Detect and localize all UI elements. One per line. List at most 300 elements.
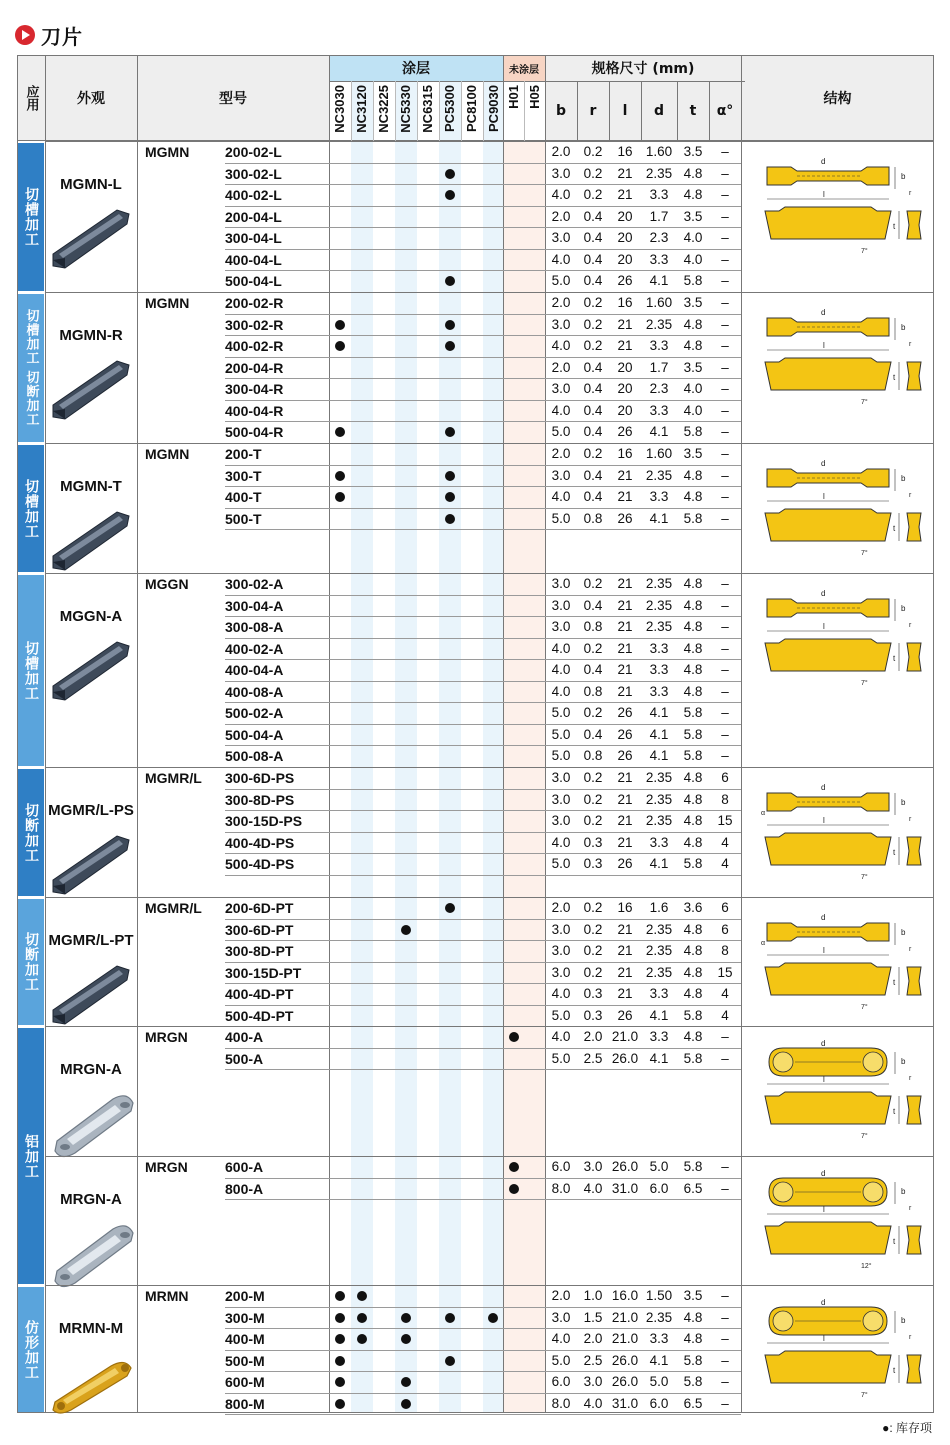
row-line [225, 745, 741, 746]
series-code: MGMN [145, 295, 190, 311]
dim-value: 0.4 [583, 726, 603, 742]
insert-tip-round [773, 1052, 793, 1072]
dim-value: 3.3 [649, 489, 669, 504]
dim-value: 4 [721, 1007, 729, 1023]
dim-value: 3.0 [583, 1374, 603, 1389]
series-code: MGGN [145, 576, 189, 592]
dim-value: – [721, 251, 729, 267]
coating-band [439, 55, 461, 1413]
insert-highlight [59, 970, 123, 1014]
label-alpha: α [761, 810, 766, 817]
dim-divider [709, 81, 710, 141]
dim-value: 1.5 [583, 1309, 603, 1325]
series-code: MRMN [145, 1288, 189, 1304]
dim-col-l: l [622, 103, 628, 119]
label-b: b [901, 928, 906, 937]
label-d: d [821, 1170, 826, 1178]
insert-highlight [59, 516, 123, 560]
label-l: l [823, 1205, 825, 1214]
row-line [225, 940, 741, 941]
dim-value: 5.0 [551, 748, 571, 763]
dim-value: 1.50 [645, 1288, 673, 1303]
row-line [225, 529, 741, 530]
series-code: MRGN [145, 1159, 188, 1175]
dim-value: 0.2 [583, 187, 603, 202]
dim-value: 5.0 [551, 510, 571, 526]
dim-col-d: d [653, 103, 665, 119]
row-line [225, 1371, 741, 1372]
structure-diagram-icon [761, 155, 931, 267]
dim-value: 0.4 [583, 467, 603, 483]
label-r: r [909, 1205, 912, 1212]
dim-value: 4.0 [583, 1395, 603, 1411]
dim-value: – [721, 597, 729, 613]
row-line [225, 1414, 741, 1415]
dim-value: 8 [721, 943, 729, 958]
label-angle: 12° [861, 1263, 872, 1270]
structure-diagram-icon [761, 306, 931, 418]
label-b: b [901, 323, 906, 332]
dim-value: – [721, 338, 729, 353]
dim-value: 3.5 [683, 359, 703, 375]
label-b: b [901, 172, 906, 181]
application-label: 仿形加工 [18, 1287, 44, 1412]
dim-value: 0.2 [583, 165, 603, 181]
row-line [225, 789, 741, 790]
insert-photo-icon [45, 1340, 137, 1420]
dim-value: 4.8 [683, 1331, 703, 1346]
grade-divider [395, 81, 396, 141]
dim-value: 20 [617, 381, 633, 396]
dim-value: 4.0 [551, 834, 571, 850]
dim-value: 3.3 [649, 402, 669, 418]
insert-side-view [765, 1351, 891, 1383]
label-b: b [901, 474, 906, 483]
dim-value: 2.35 [645, 467, 673, 483]
dim-value: 0.2 [583, 964, 603, 980]
model-code: 300-02-R [225, 316, 284, 333]
model-code: 400-02-A [225, 640, 284, 657]
row-line [225, 1307, 741, 1308]
row-line [225, 681, 741, 682]
dim-value: 2.35 [645, 943, 673, 958]
dim-value: – [721, 1352, 729, 1368]
dim-value: – [721, 683, 729, 699]
dim-value: 26 [617, 510, 633, 526]
dim-value: 4.8 [683, 813, 703, 828]
grade-nc3030: NC3030 [332, 85, 347, 133]
insert-end-view [907, 211, 921, 239]
dim-value: 0.2 [583, 813, 603, 828]
stock-dot [445, 341, 455, 351]
dim-value: 2.0 [551, 1288, 571, 1303]
stock-dot [445, 427, 455, 437]
row-line [225, 595, 741, 596]
dim-value: 2.35 [645, 813, 673, 828]
application-label: 切槽加工 [18, 575, 44, 766]
dim-value: 4.8 [683, 986, 703, 1001]
dim-value: 3.0 [551, 921, 571, 937]
dim-value: 3.5 [683, 1288, 703, 1303]
dim-value: 3.6 [683, 900, 703, 915]
dim-value: – [721, 619, 729, 634]
dim-value: 6.5 [683, 1395, 703, 1411]
dim-value: 5.8 [683, 1159, 703, 1174]
model-code: 300-04-R [225, 381, 284, 397]
dim-value: 0.4 [583, 208, 603, 224]
stock-dot [401, 1334, 411, 1344]
label-t: t [893, 524, 896, 533]
dim-value: 4.0 [683, 251, 703, 267]
dim-value: 4.0 [551, 338, 571, 353]
stock-dot [445, 1356, 455, 1366]
label-t: t [893, 978, 896, 987]
dim-value: 0.2 [583, 943, 603, 958]
insert-end-view [907, 967, 921, 995]
dim-value: 3.3 [649, 1331, 669, 1346]
dim-value: 4.1 [649, 748, 669, 763]
label-t: t [893, 373, 896, 382]
dim-value: – [721, 144, 729, 159]
dim-value: 6 [721, 770, 729, 785]
dim-value: – [721, 705, 729, 720]
label-t: t [893, 222, 896, 231]
dim-value: 26.0 [611, 1050, 639, 1066]
label-d: d [821, 783, 826, 792]
row-line [225, 421, 741, 422]
dim-value: 0.4 [583, 251, 603, 267]
row-line [225, 983, 741, 984]
dim-value: 4.8 [683, 597, 703, 613]
structure-diagram-icon [761, 1040, 931, 1152]
dim-value: 16 [617, 900, 633, 915]
label-angle: 7° [861, 550, 868, 557]
col-divider [933, 55, 934, 1413]
row-line [225, 465, 741, 466]
dim-value: – [721, 273, 729, 288]
dim-value: 2.0 [551, 144, 571, 159]
dim-value: 4.8 [683, 316, 703, 332]
dim-value: 2.35 [645, 1309, 673, 1325]
dim-value: 5.8 [683, 1050, 703, 1066]
grade-nc6315: NC6315 [420, 85, 435, 133]
table-bottom [17, 1412, 934, 1413]
structure-diagram-icon [761, 911, 931, 1022]
header-app-text: 应用 [23, 85, 39, 111]
dim-value: – [721, 208, 729, 224]
insert-end-view [907, 1355, 921, 1383]
dim-value: 21.0 [611, 1309, 639, 1325]
dim-value: 2.35 [645, 576, 673, 591]
model-code: 500-4D-PT [225, 1007, 294, 1024]
grade-divider [351, 81, 352, 141]
uncoated-band [503, 141, 545, 1413]
dim-value: 3.0 [551, 230, 571, 245]
dim-value: 0.4 [583, 359, 603, 375]
dim-value: – [721, 359, 729, 375]
dim-value: 4.8 [683, 1029, 703, 1044]
dim-value: 0.4 [583, 273, 603, 288]
application-label: 切槽加工 切断加工 [18, 294, 44, 442]
dim-value: – [721, 1395, 729, 1411]
structure-diagram-icon [761, 781, 931, 893]
dim-value: 4.0 [551, 662, 571, 677]
dim-col-alpha: α° [716, 103, 734, 119]
label-angle: 7° [861, 874, 868, 881]
stock-dot [445, 276, 455, 286]
label-r: r [909, 816, 912, 823]
dim-value: 4.0 [551, 251, 571, 267]
label-d: d [821, 157, 826, 166]
dim-value: 3.0 [551, 813, 571, 828]
dim-value: – [721, 230, 729, 245]
dim-value: 6.0 [649, 1395, 669, 1411]
dim-value: 2.3 [649, 381, 669, 396]
insert-tip-round [863, 1182, 883, 1202]
stock-dot [335, 1356, 345, 1366]
dim-value: 6.0 [649, 1180, 669, 1196]
row-line [225, 832, 741, 833]
header-line [329, 81, 745, 82]
model-code: 400-4D-PT [225, 986, 294, 1002]
model-code: 500-A [225, 1050, 264, 1067]
insert-end-view [907, 1226, 921, 1254]
dim-value: 20 [617, 208, 633, 224]
row-line [225, 357, 741, 358]
dim-value: 0.4 [583, 489, 603, 504]
header-app [17, 55, 45, 141]
insert-tip-round [773, 1311, 793, 1331]
model-code: 500-04-L [225, 273, 282, 289]
model-code: 300-6D-PS [225, 770, 295, 786]
dim-value: 4.0 [551, 986, 571, 1001]
dim-value: 0.4 [583, 230, 603, 245]
dim-value: 26 [617, 705, 633, 720]
insert-tip-round [773, 1182, 793, 1202]
stock-dot [445, 471, 455, 481]
dim-value: 4.8 [683, 489, 703, 504]
dim-value: 3.0 [551, 1309, 571, 1325]
insert-tip [120, 1102, 130, 1108]
dim-value: 1.7 [649, 359, 669, 375]
stock-dot [357, 1313, 367, 1323]
dim-value: 5.8 [683, 748, 703, 763]
insert-tip [60, 1274, 70, 1280]
dim-value: 4.8 [683, 165, 703, 181]
stock-dot [401, 925, 411, 935]
model-code: 300-6D-PT [225, 921, 294, 938]
grade-pc9030: PC9030 [486, 85, 501, 132]
label-angle: 7° [861, 399, 868, 406]
grade-divider [417, 81, 418, 141]
coating-band [351, 55, 373, 1413]
dim-value: 4.1 [649, 1352, 669, 1368]
dim-value: 4.8 [683, 662, 703, 677]
coating-band [395, 55, 417, 1413]
dim-value: 3.3 [649, 251, 669, 267]
dim-value: 0.2 [583, 900, 603, 915]
dim-value: 15 [717, 813, 733, 828]
insert-highlight [59, 840, 123, 884]
model-code: 200-04-R [225, 359, 284, 376]
dim-value: 20 [617, 230, 633, 245]
header-model: 型号 [219, 91, 247, 107]
grade-nc5330: NC5330 [398, 85, 413, 133]
stock-dot [357, 1291, 367, 1301]
dim-value: 2.35 [645, 597, 673, 613]
model-code: 300-02-L [225, 165, 282, 182]
model-code: 400-T [225, 489, 262, 505]
dim-value: – [721, 640, 729, 656]
model-code: 400-04-L [225, 251, 282, 268]
dim-value: 21 [617, 597, 633, 613]
stock-dot [335, 341, 345, 351]
label-l: l [823, 190, 825, 199]
dim-value: – [721, 1331, 729, 1346]
dim-value: 5.0 [551, 1007, 571, 1023]
structure-diagram-icon [761, 457, 931, 569]
dim-value: 2.0 [583, 1029, 603, 1044]
series-code: MGMN [145, 446, 190, 462]
dim-value: 3.5 [683, 446, 703, 461]
dim-value: 2.3 [649, 230, 669, 245]
label-d: d [821, 589, 826, 598]
insert-side-view [765, 1222, 891, 1254]
dim-value: 5.8 [683, 1352, 703, 1368]
dim-value: 4.1 [649, 705, 669, 720]
dim-divider [641, 81, 642, 141]
structure-diagram-icon [761, 1299, 931, 1409]
model-code: 400-04-R [225, 402, 284, 419]
label-d: d [821, 1299, 826, 1307]
grade-divider [439, 81, 440, 141]
dim-value: – [721, 510, 729, 526]
dim-value: 8.0 [551, 1395, 571, 1411]
dim-value: 4.8 [683, 1309, 703, 1325]
label-r: r [909, 190, 912, 197]
row-line [225, 1048, 741, 1049]
dim-value: 4.0 [551, 640, 571, 656]
row-line [225, 919, 741, 920]
dim-value: 21 [617, 791, 633, 807]
dim-value: 3.0 [583, 1159, 603, 1174]
dim-value: 1.60 [645, 295, 673, 310]
dim-col-t: t [689, 103, 697, 119]
model-code: 500-08-A [225, 748, 284, 764]
row-line [225, 875, 741, 876]
dim-value: 3.0 [551, 316, 571, 332]
model-code: 200-02-L [225, 144, 282, 160]
stock-dot [335, 1334, 345, 1344]
dim-value: 4.8 [683, 576, 703, 591]
dim-value: 4.1 [649, 726, 669, 742]
dim-value: 5.0 [551, 1352, 571, 1368]
dim-value: 2.35 [645, 316, 673, 332]
dim-value: 3.0 [551, 619, 571, 634]
insert-highlight [59, 646, 123, 690]
dim-value: 26 [617, 424, 633, 439]
stock-dot [488, 1313, 498, 1323]
dim-value: 31.0 [611, 1180, 639, 1196]
dim-value: 1.6 [649, 900, 669, 915]
dim-value: 4.1 [649, 1007, 669, 1023]
model-code: 400-08-A [225, 683, 284, 700]
row-line [225, 810, 741, 811]
dim-value: 26 [617, 726, 633, 742]
dim-value: 0.3 [583, 834, 603, 850]
row-line [225, 400, 741, 401]
dim-value: 2.0 [551, 900, 571, 915]
dim-value: – [721, 1029, 729, 1044]
dim-value: 21 [617, 986, 633, 1001]
label-d: d [821, 459, 826, 468]
dim-value: 4 [721, 834, 729, 850]
dim-value: 21 [617, 813, 633, 828]
dim-value: 16 [617, 295, 633, 310]
col-divider [503, 55, 504, 1413]
model-code: 300-02-A [225, 576, 284, 592]
group-separator [45, 292, 934, 293]
dim-value: 21 [617, 467, 633, 483]
label-r: r [909, 341, 912, 348]
dim-value: 21 [617, 683, 633, 699]
label-b: b [901, 604, 906, 613]
dim-value: 3.5 [683, 144, 703, 159]
product-name: MGMN-T [60, 478, 122, 495]
model-code: 800-A [225, 1180, 264, 1197]
grade-h05: H05 [527, 85, 542, 109]
model-code: 200-6D-PT [225, 900, 294, 916]
insert-side-view [765, 639, 891, 671]
dim-value: – [721, 316, 729, 332]
dim-value: 2.0 [551, 295, 571, 310]
product-name: MGMR/L-PT [48, 932, 134, 949]
dim-value: 3.0 [551, 964, 571, 980]
dim-value: 5.8 [683, 510, 703, 526]
model-code: 200-M [225, 1288, 265, 1304]
row-line [225, 1069, 741, 1070]
insert-photo-icon [45, 628, 137, 708]
model-code: 300-T [225, 467, 262, 484]
dim-value: 4.0 [551, 402, 571, 418]
dim-value: 26 [617, 1007, 633, 1023]
dim-value: – [721, 295, 729, 310]
grade-divider [483, 81, 484, 141]
dim-value: 3.3 [649, 986, 669, 1001]
dim-value: 0.2 [583, 295, 603, 310]
model-code: 300-8D-PS [225, 791, 295, 808]
insert-tip-round [863, 1311, 883, 1331]
row-line [225, 1199, 741, 1200]
dim-value: 0.4 [583, 597, 603, 613]
insert-photo-icon [45, 196, 137, 276]
row-line [225, 163, 741, 164]
application-label: 铝加工 [18, 1028, 44, 1284]
dim-value: 2.0 [551, 446, 571, 461]
dim-value: 0.2 [583, 791, 603, 807]
dim-value: 26 [617, 273, 633, 288]
dim-value: 1.7 [649, 208, 669, 224]
stock-dot [335, 1313, 345, 1323]
insert-photo-icon [45, 498, 137, 578]
row-line [225, 508, 741, 509]
dim-value: 4.1 [649, 424, 669, 439]
model-code: 500-04-A [225, 726, 284, 743]
dim-value: 0.8 [583, 683, 603, 699]
dim-value: 26.0 [611, 1352, 639, 1368]
grade-divider [524, 81, 525, 141]
dim-value: 0.3 [583, 1007, 603, 1023]
